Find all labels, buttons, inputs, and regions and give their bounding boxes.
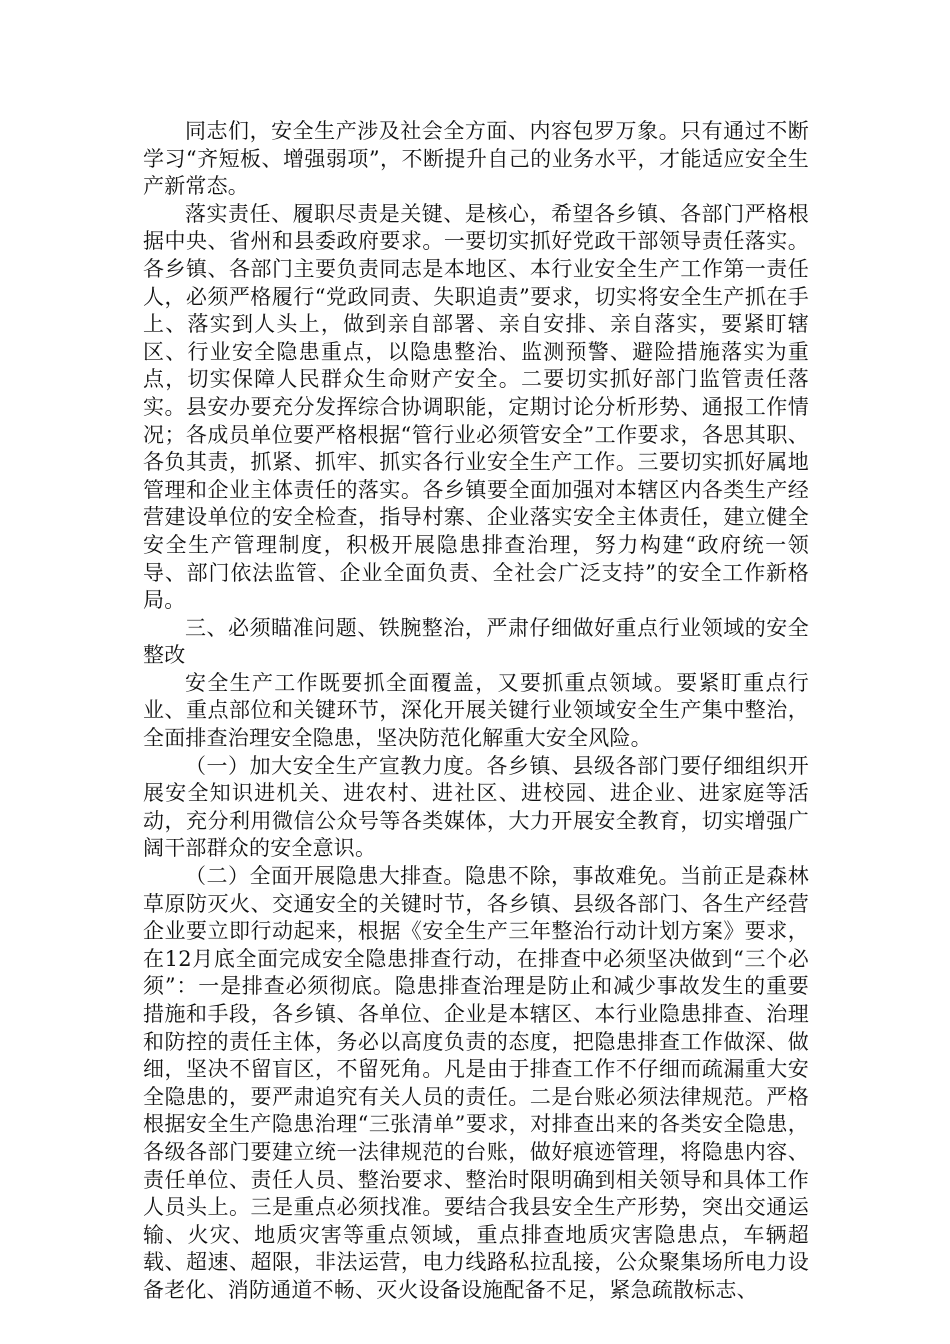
document-body [143, 118, 809, 1305]
paragraph: 落实责任、履职尽责是关键、是核心，希望各乡镇、各部门严格根据中央、省州和县委政府要求。一要切实抓好党政干部领导责任落实。各乡镇、各部门主要负责同志是本地区、本行业安全生产工作第一责任人，必须严格履行“党政同责、失职追责”要求，切实将安全生产抓在手上、落实到人头上，做到亲自部署、亲自安排、亲自落实，要紧盯辖区、行业安全隐患重点，以隐患整治、监测预警、避险措施落实为重点，切实保障人民群众生命财产安全。二要切实抓好部门监管责任落实。县安办要充分发挥综合协调职能，定期讨论分析形势、通报工作情况；各成员单位要严格根据“管行业必须管安全”工作要求，各思其职、各负其责，抓紧、抓牢、抓实各行业安全生产工作。三要切实抓好属地管理和企业主体责任的落实。各乡镇要全面加强对本辖区内各类生产经营建设单位的安全检查，指导村寨、企业落实安全主体责任，建立健全安全生产管理制度，积极开展隐患排查治理，努力构建“政府统一领导、部门依法监管、企业全面负责、全社会广泛支持”的安全工作新格局。 [143, 201, 809, 613]
paragraph: （二）全面开展隐患大排查。隐患不除，事故难免。当前正是森林草原防灭火、交通安全的关键时节，各乡镇、县级各部门、各生产经营企业要立即行动起来，根据《安全生产三年整治行动计划方案》要求，在12月底全面完成安全隐患排查行动，在排查中必须坚决做到“三个必须”：一是排查必须彻底。隐患排查治理是防止和减少事故发生的重要措施和手段，各乡镇、各单位、企业是本辖区、本行业隐患排查、治理和防控的责任主体，务必以高度负责的态度，把隐患排查工作做深、做细，坚决不留盲区，不留死角。凡是由于排查工作不仔细而疏漏重大安全隐患的，要严肃追究有关人员的责任。二是台账必须法律规范。严格根据安全生产隐患治理“三张清单”要求，对排查出来的各类安全隐患，各级各部门要建立统一法律规范的台账，做好痕迹管理，将隐患内容、责任单位、责任人员、整治要求、整治时限明确到相关领导和具体工作人员头上。三是重点必须找准。要结合我县安全生产形势，突出交通运输、火灾、地质灾害等重点领域，重点排查地质灾害隐患点，车辆超载、超速、超限，非法运营，电力线路私拉乱接，公众聚集场所电力设备老化、消防通道不畅、灭火设备设施配备不足，紧急疏散标志、 [143, 864, 809, 1302]
paragraph: （一）加大安全生产宣教力度。各乡镇、县级各部门要仔细组织开展安全知识进机关、进农村、进社区、进校园、进企业、进家庭等活动，充分利用微信公众号等各类媒体，大力开展安全教育，切实增强广阔干部群众的安全意识。 [143, 753, 809, 861]
section-heading: 三、必须瞄准问题、铁腕整治，严肃仔细做好重点行业领域的安全整改 [143, 615, 809, 668]
paragraph: 安全生产工作既要抓全面覆盖，又要抓重点领域。要紧盯重点行业、重点部位和关键环节，深化开展关键行业领域安全生产集中整治，全面排查治理安全隐患，坚决防范化解重大安全风险。 [143, 670, 809, 751]
paragraph: 同志们，安全生产涉及社会全方面、内容包罗万象。只有通过不断学习“齐短板、增强弱项”，不断提升自己的业务水平，才能适应安全生产新常态。 [143, 119, 809, 199]
